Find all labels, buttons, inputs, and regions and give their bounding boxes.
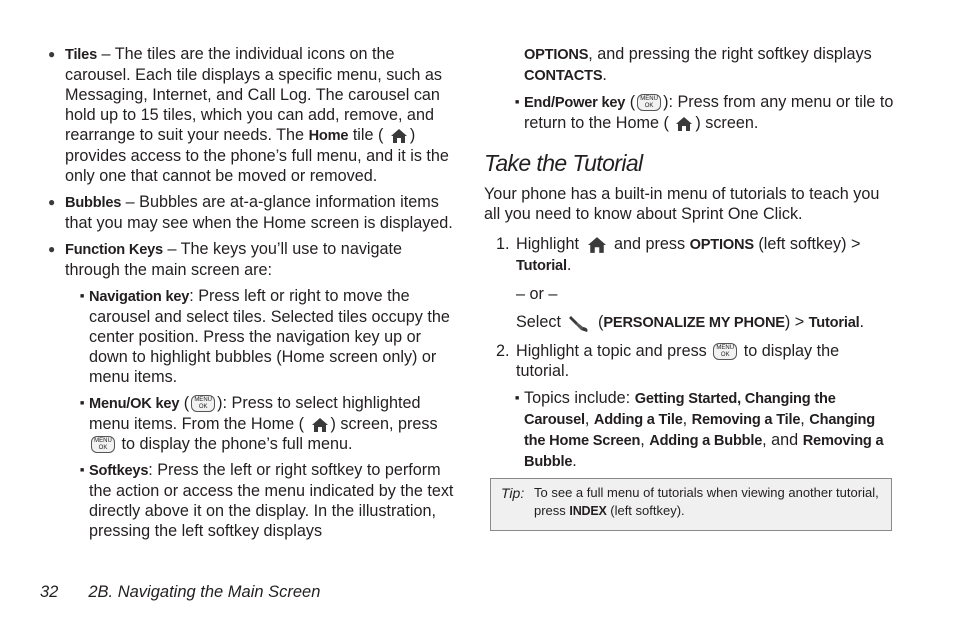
step-1: 1. Highlight and press OPTIONS (left softkey) > Tutorial.: [496, 235, 861, 274]
softkeys-continuation: OPTIONS, and pressing the right softkey displays CONTACTS.: [524, 45, 872, 84]
right-column: [484, 44, 894, 531]
term-tiles: Tiles: [65, 47, 97, 63]
page-footer: [40, 583, 320, 602]
bullet-tiles: ● Tiles – The tiles are the individual icons on the carousel. Each tile displays a specific menu, such as Messaging, Internet, and Call Log. The carousel can hold up to 15 tiles, which you can add, remove, and rearrange to suit your needs. The Home tile ( ) provides access to the phone’s full menu, and it is the only one that cannot be moved or removed.: [48, 44, 458, 186]
or-separator: – or –: [516, 285, 558, 303]
section-title: 2B. Navigating the Main Screen: [88, 583, 321, 601]
menu-ok-key-icon: MENU OK: [191, 395, 215, 412]
left-column: [48, 44, 458, 547]
intro-paragraph: Your phone has a built-in menu of tutorials to teach you all you need to know about Sprint One Click.: [484, 185, 880, 223]
section-heading: Take the Tutorial: [484, 150, 643, 176]
bullet-bubbles: ● Bubbles – Bubbles are at-a-glance information items that you may see when the Home screen is displayed.: [48, 192, 458, 233]
menu-ok-key-icon: MENU OK: [713, 343, 737, 360]
paintbrush-icon: [568, 313, 592, 333]
home-icon: [311, 417, 329, 433]
end-power-key-icon: MENU OK: [637, 94, 661, 111]
bullet-function-keys: ● Function Keys – The keys you’ll use to navigate through the main screen are:: [48, 239, 458, 280]
sub-softkeys: ■ Softkeys: Press the left or right softkey to perform the action or access the menu indicated by the text directly above it on the display. In the illustration, pressing the left softkey displays: [48, 460, 458, 541]
sub-end-power-key: ■ End/Power key ( MENU OK ): Press from any menu or tile to return to the Home ( ) screen.: [484, 92, 894, 133]
tip-box: [490, 478, 892, 531]
sub-navigation-key: ■ Navigation key: Press left or right to move the carousel and select tiles. Selected tiles occupy the center position. Press the navigation key up or down to highlight bubbles (Home screen only) or menu items.: [48, 286, 458, 387]
home-icon: [586, 236, 608, 254]
menu-ok-key-icon: MENU OK: [91, 436, 115, 453]
home-icon: [675, 116, 693, 132]
sub-menu-ok-key: ■ Menu/OK key ( MENU OK ): Press to select highlighted menu items. From the Home ( ) screen, press MENU OK to display the phone’s full menu.: [48, 393, 458, 454]
page-number: 32: [40, 583, 59, 601]
step-2: 2. Highlight a topic and press MENU OK to display the tutorial.: [496, 342, 840, 380]
topics-list: ■ Topics include: Getting Started, Changing the Carousel, Adding a Tile, Removing a Tile, Changing the Home Screen, Adding a Bubble, and Removing a Bubble.: [484, 388, 894, 472]
select-line: Select (PERSONALIZE MY PHONE) > Tutorial.: [516, 313, 864, 331]
tip-label: Tip:: [501, 485, 525, 501]
home-icon: [390, 128, 408, 144]
tip-text: To see a full menu of tutorials when viewing another tutorial, press INDEX (left softkey).: [534, 485, 879, 518]
